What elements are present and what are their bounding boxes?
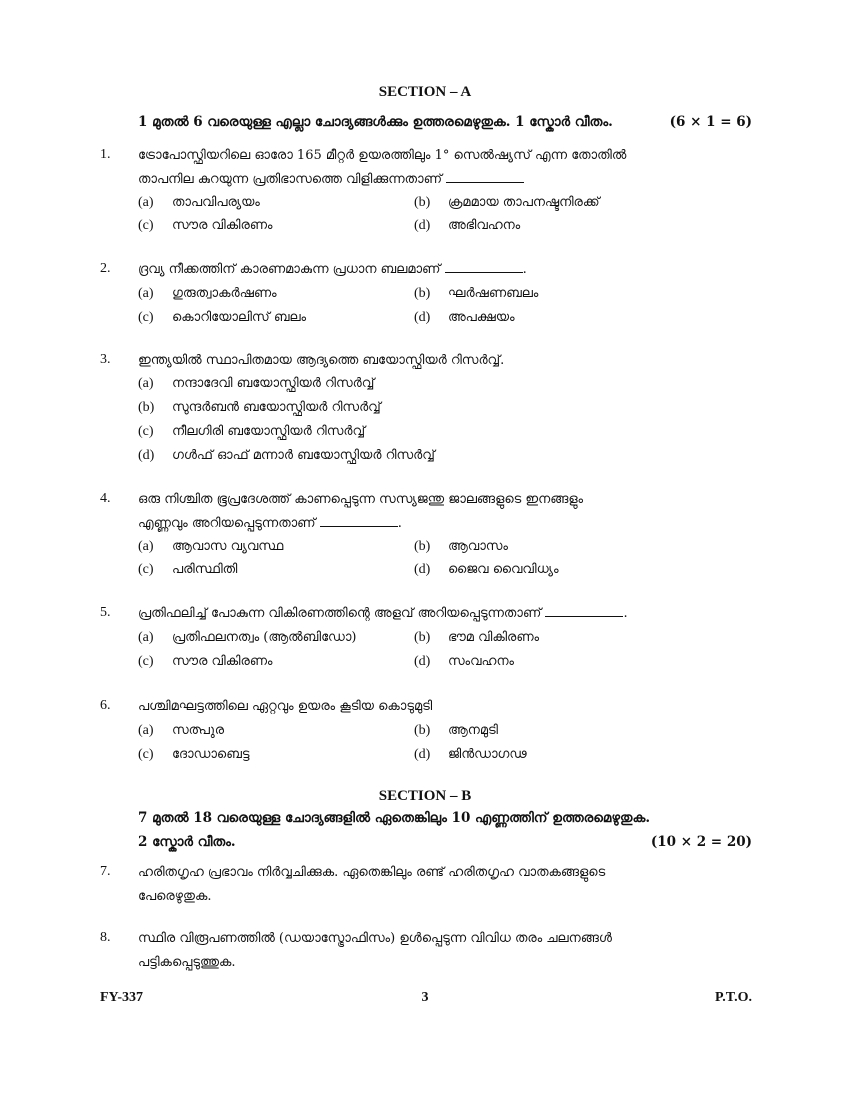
option-c bbox=[138, 309, 306, 327]
option-text: ജിൻഡാഗഢ bbox=[448, 747, 527, 762]
question-text bbox=[138, 488, 753, 536]
question-text bbox=[138, 144, 753, 192]
question-text bbox=[138, 861, 753, 909]
option-label: (b) bbox=[414, 630, 431, 645]
option-text: നന്ദാദേവി ബയോസ്ഫിയർ റിസർവ്വ് bbox=[172, 376, 375, 391]
option-text: താപവിപര്യയം bbox=[172, 195, 260, 210]
option-a bbox=[138, 538, 283, 556]
option-text: സൗര വികിരണം bbox=[172, 218, 273, 233]
option-text: ഘർഷണബലം bbox=[448, 286, 539, 301]
option-label: (b) bbox=[138, 400, 155, 415]
option-a bbox=[138, 375, 374, 393]
question-text-line: എണ്ണവും അറിയപ്പെടുന്നതാണ് . bbox=[138, 516, 402, 531]
option-label: (a) bbox=[138, 286, 154, 301]
question-text-line: പ്രതിഫലിച്ച് പോകുന്ന വികിരണത്തിന്റെ അളവ് അറിയപ്പെടുന്നതാണ് . bbox=[138, 606, 628, 621]
section-b-marks: (10 × 2 = 20) bbox=[650, 834, 752, 850]
pto-label: P.T.O. bbox=[715, 990, 752, 1005]
option-label: (a) bbox=[138, 195, 154, 210]
option-b bbox=[414, 538, 508, 556]
option-label: (d) bbox=[414, 654, 431, 669]
question-number: 4. bbox=[100, 491, 111, 506]
option-text: ജൈവ വൈവിധ്യം bbox=[448, 562, 559, 577]
option-label: (d) bbox=[414, 747, 431, 762]
section-b-instruction: 7 മുതൽ 18 വരെയുള്ള ചോദ്യങ്ങളിൽ ഏതെങ്കിലും 10 എണ്ണത്തിന് ഉത്തരമെഴുതുക. bbox=[138, 810, 651, 826]
option-d bbox=[414, 309, 515, 327]
question-text-line: ഒരു നിശ്ചിത ഭൂപ്രദേശത്ത് കാണപ്പെടുന്ന സസ്യജന്തു ജാലങ്ങളുടെ ഇനങ്ങളും bbox=[138, 492, 584, 507]
option-text: കൊറിയോലിസ് ബലം bbox=[172, 310, 307, 325]
option-label: (b) bbox=[414, 195, 431, 210]
option-label: (d) bbox=[138, 448, 155, 463]
answer-blank bbox=[320, 514, 398, 527]
option-text: ആനമുടി bbox=[448, 723, 498, 738]
option-label: (a) bbox=[138, 539, 154, 554]
question-number: 1. bbox=[100, 147, 111, 162]
option-d bbox=[138, 447, 435, 465]
option-label: (c) bbox=[138, 310, 154, 325]
option-c bbox=[138, 423, 365, 441]
question-text-line: താപനില കുറയുന്ന പ്രതിഭാസത്തെ വിളിക്കുന്നതാണ് bbox=[138, 172, 442, 187]
question-text-line: ട്രോപോസ്ഫിയറിലെ ഓരോ 165 മീറ്റർ ഉയരത്തിലും 1° സെൽഷ്യസ് എന്ന തോതിൽ bbox=[138, 148, 627, 163]
question-number: 3. bbox=[100, 352, 111, 367]
option-label: (c) bbox=[138, 218, 154, 233]
question-text bbox=[138, 258, 753, 282]
option-label: (c) bbox=[138, 654, 154, 669]
option-b bbox=[414, 722, 498, 740]
option-text: സംവഹനം bbox=[448, 654, 514, 669]
option-a bbox=[138, 629, 357, 647]
paper-code: FY-337 bbox=[100, 990, 144, 1005]
question-text-line: ദ്രവ്യ നീക്കത്തിന് കാരണമാകുന്ന പ്രധാന ബലമാണ് . bbox=[138, 262, 527, 277]
section-a-title: SECTION – A bbox=[378, 84, 472, 100]
section-b-instruction-score: 2 സ്കോർ വീതം. bbox=[138, 834, 236, 850]
question-text-line: ദ്രവ്യ നീക്കത്തിന് കാരണമാകുന്ന പ്രധാന ബലമാണ് bbox=[138, 262, 441, 277]
option-text: ആവാസം bbox=[448, 539, 508, 554]
option-label: (a) bbox=[138, 630, 154, 645]
option-d bbox=[414, 746, 527, 764]
page-number: 3 bbox=[421, 990, 429, 1005]
question-number: 8. bbox=[100, 930, 111, 945]
option-c bbox=[138, 561, 237, 579]
question-number: 7. bbox=[100, 864, 111, 879]
question-number: 6. bbox=[100, 698, 111, 713]
answer-blank bbox=[445, 260, 523, 273]
option-label: (d) bbox=[414, 218, 431, 233]
option-c bbox=[138, 746, 249, 764]
option-text: സത്പുര bbox=[172, 723, 225, 738]
option-label: (a) bbox=[138, 723, 154, 738]
section-b-title: SECTION – B bbox=[378, 788, 472, 804]
option-text: അപക്ഷയം bbox=[448, 310, 515, 325]
option-text: പ്രതിഫലനത്വം (ആൽബിഡോ) bbox=[172, 630, 357, 645]
option-label: (b) bbox=[414, 539, 431, 554]
option-label: (c) bbox=[138, 424, 154, 439]
option-label: (d) bbox=[414, 562, 431, 577]
question-text bbox=[138, 602, 753, 626]
question-text-line: പട്ടികപ്പെടുത്തുക. bbox=[138, 955, 236, 970]
option-b bbox=[414, 194, 600, 212]
question-number: 2. bbox=[100, 261, 111, 276]
option-text: സൗര വികിരണം bbox=[172, 654, 273, 669]
option-label: (c) bbox=[138, 562, 154, 577]
option-text: ഭൗമ വികിരണം bbox=[448, 630, 540, 645]
option-a bbox=[138, 285, 277, 303]
option-b bbox=[414, 285, 538, 303]
option-label: (b) bbox=[414, 723, 431, 738]
option-text: സുന്ദർബൻ ബയോസ്ഫിയർ റിസർവ്വ് bbox=[172, 400, 381, 415]
option-b bbox=[414, 629, 539, 647]
option-d bbox=[414, 561, 559, 579]
question-number: 5. bbox=[100, 605, 111, 620]
option-b bbox=[138, 399, 381, 417]
option-text: ക്രമമായ താപനഷ്ടനിരക്ക് bbox=[448, 195, 600, 210]
answer-blank bbox=[446, 170, 524, 183]
option-text: ആവാസ വ്യവസ്ഥ bbox=[172, 539, 284, 554]
question-text-line: സ്ഥിര വിരൂപണത്തിൽ (ഡയാസ്ട്രോഫിസം) ഉൾപ്പെടുന്ന വിവിധ തരം ചലനങ്ങൾ bbox=[138, 931, 612, 946]
question-text-line: പ്രതിഫലിച്ച് പോകുന്ന വികിരണത്തിന്റെ അളവ് അറിയപ്പെടുന്നതാണ് bbox=[138, 606, 542, 621]
question-text-line: ഹരിതഗൃഹ പ്രഭാവം നിർവ്വചിക്കുക. ഏതെങ്കിലും രണ്ട് ഹരിതഗൃഹ വാതകങ്ങളുടെ bbox=[138, 865, 606, 880]
option-text: ഗുരുത്വാകർഷണം bbox=[172, 286, 277, 301]
option-label: (b) bbox=[414, 286, 431, 301]
option-c bbox=[138, 653, 272, 671]
section-a-instruction: 1 മുതൽ 6 വരെയുള്ള എല്ലാ ചോദ്യങ്ങൾക്കും ഉത്തരമെഴുതുക. 1 സ്കോർ വീതം. bbox=[138, 114, 613, 130]
option-text: നീലഗിരി ബയോസ്ഫിയർ റിസർവ്വ് bbox=[172, 424, 366, 439]
section-a-marks: (6 × 1 = 6) bbox=[669, 114, 752, 130]
option-label: (c) bbox=[138, 747, 154, 762]
question-text-line: എണ്ണവും അറിയപ്പെടുന്നതാണ് bbox=[138, 516, 316, 531]
option-d bbox=[414, 653, 514, 671]
option-a bbox=[138, 194, 260, 212]
question-text-line bbox=[138, 168, 753, 192]
option-a bbox=[138, 722, 224, 740]
option-text: ഗൾഫ് ഓഫ് മന്നാർ ബയോസ്ഫിയർ റിസർവ്വ് bbox=[172, 448, 435, 463]
question-text-line: പേരെഴുതുക. bbox=[138, 889, 212, 904]
option-text: അഭിവഹനം bbox=[448, 218, 521, 233]
option-d bbox=[414, 217, 520, 235]
option-text: ദോഡാബെട്ട bbox=[172, 747, 250, 762]
option-text: പരിസ്ഥിതി bbox=[172, 562, 238, 577]
option-c bbox=[138, 217, 272, 235]
option-label: (a) bbox=[138, 376, 154, 391]
answer-blank bbox=[545, 604, 623, 617]
question-text: പശ്ചിമഘട്ടത്തിലെ ഏറ്റവും ഉയരം കൂടിയ കൊടുമുടി bbox=[138, 699, 433, 714]
option-label: (d) bbox=[414, 310, 431, 325]
question-text: ഇന്ത്യയിൽ സ്ഥാപിതമായ ആദ്യത്തെ ബയോസ്ഫിയർ റിസർവ്വ്. bbox=[138, 353, 505, 368]
question-text bbox=[138, 927, 753, 975]
